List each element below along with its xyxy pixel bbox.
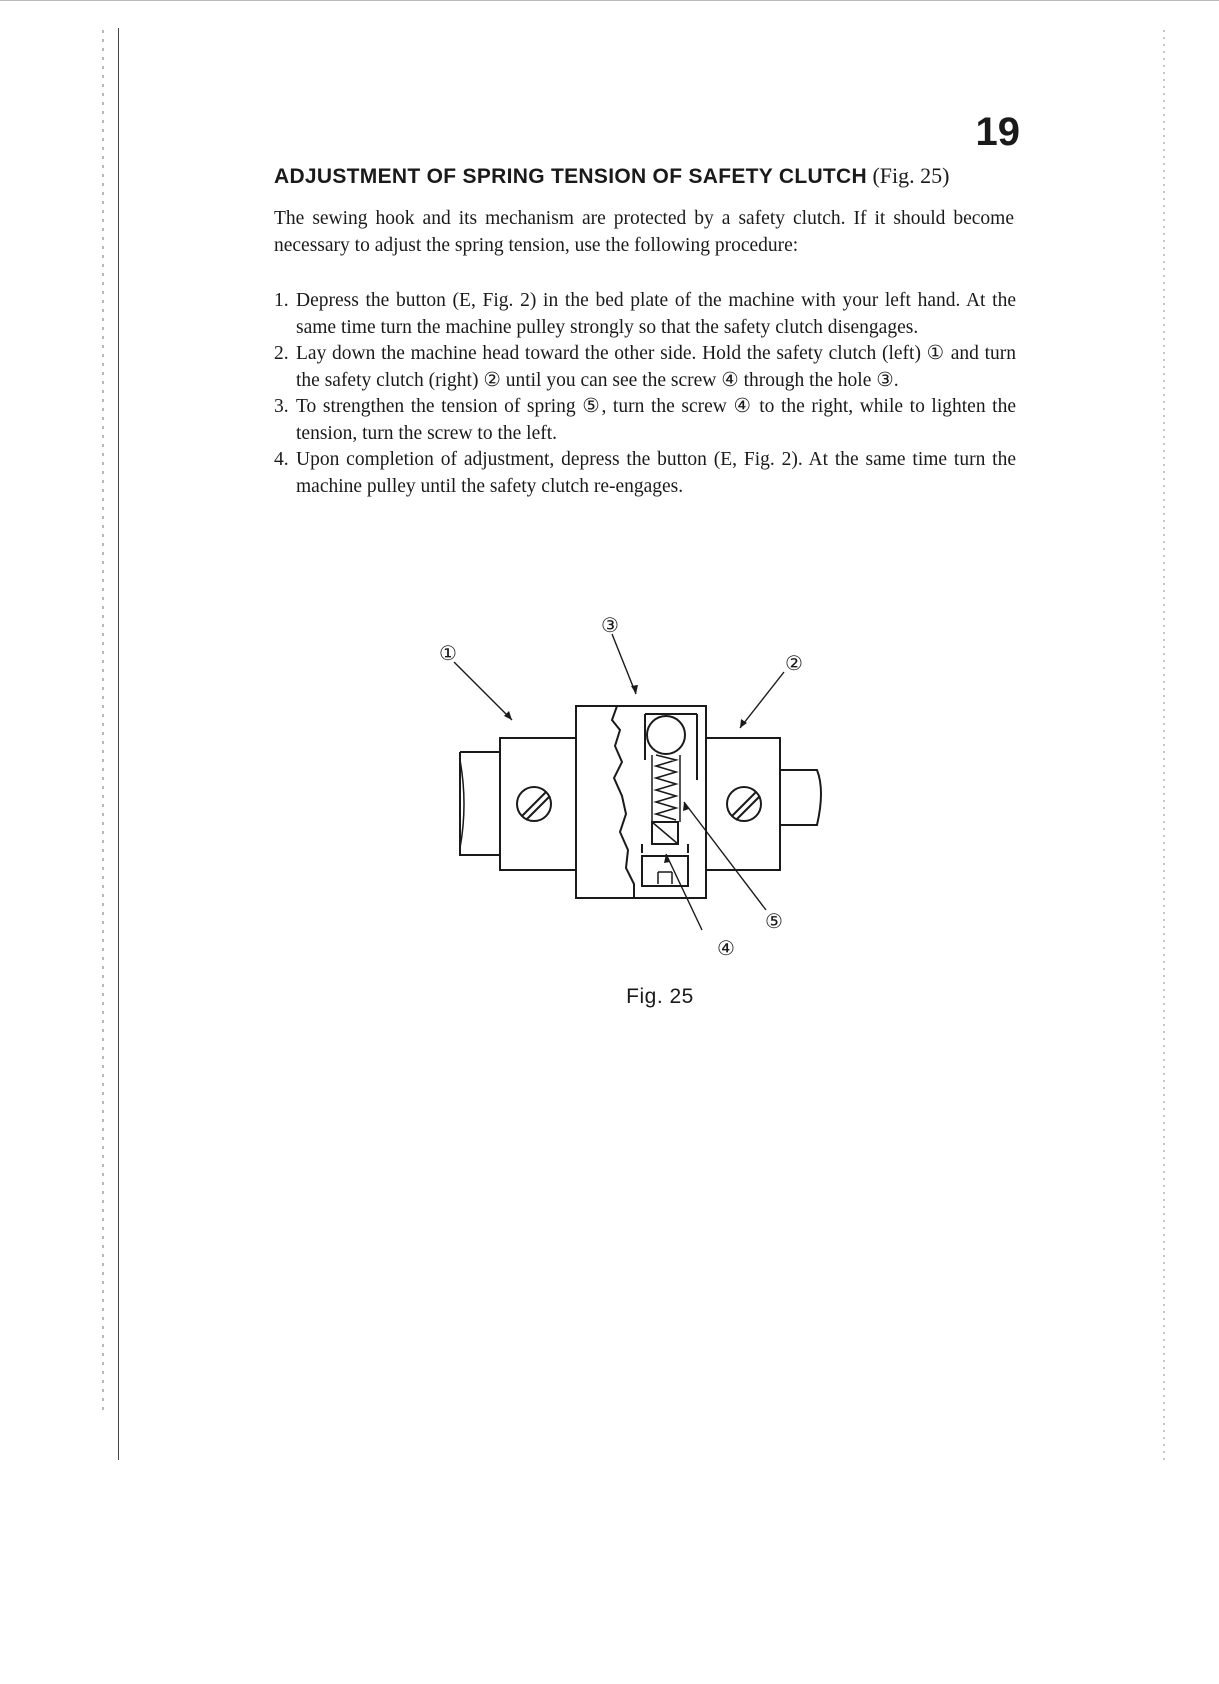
step-text: To strengthen the tension of spring ⑤, turn the screw ④ to the right, while to lighten the tension, turn the screw to the left. <box>296 396 1016 444</box>
callout-5: ⑤ <box>765 909 783 933</box>
leader-3 <box>612 634 636 694</box>
leader-1 <box>454 662 512 720</box>
scan-left-noise <box>102 30 104 1410</box>
step-text: Upon completion of adjustment, depress the button (E, Fig. 2). At the same time turn the machine pulley until the safety clutch re-engages. <box>296 449 1016 497</box>
step-text: Depress the button (E, Fig. 2) in the bed plate of the machine with your left hand. At the same time turn the machine pulley strongly so that the safety clutch disengages. <box>296 290 1016 338</box>
scan-left-edge <box>118 28 119 1460</box>
callout-4: ④ <box>717 936 735 960</box>
section-heading <box>274 160 1014 193</box>
procedure-step <box>274 341 1016 394</box>
leader-2 <box>740 672 784 728</box>
procedure-step <box>274 394 1016 447</box>
intro-paragraph: The sewing hook and its mechanism are protected by a safety clutch. If it should become necessary to adjust the spring tension, use the following procedure: <box>274 208 1014 256</box>
figure-caption: Fig. 25 <box>626 985 694 1008</box>
step-number: 2. <box>274 343 289 364</box>
cutaway-line <box>612 706 634 898</box>
ball-icon <box>647 716 685 754</box>
right-shaft <box>780 770 821 825</box>
spring-icon <box>656 755 676 820</box>
step-number: 4. <box>274 449 289 470</box>
section-heading-title: ADJUSTMENT OF SPRING TENSION OF SAFETY CLUTCH <box>274 165 867 188</box>
procedure-step <box>274 288 1016 341</box>
callout-1: ① <box>439 641 457 665</box>
section-heading-figure-ref: (Fig. 25) <box>872 163 950 188</box>
scan-top-edge <box>0 0 1219 1</box>
step-number: 3. <box>274 396 289 417</box>
leader-4 <box>666 854 702 930</box>
page-number: 19 <box>975 110 1020 154</box>
left-shaft <box>460 752 500 855</box>
left-clutch-block <box>500 738 576 870</box>
procedure-step <box>274 447 1016 500</box>
safety-clutch-diagram <box>430 610 850 970</box>
step-text: Lay down the machine head toward the other side. Hold the safety clutch (left) ① and turn the safety clutch (right) ② until you can see the screw ④ through the hole ③. <box>296 343 1016 391</box>
callout-3: ③ <box>601 613 619 637</box>
step-number: 1. <box>274 290 289 311</box>
callout-2: ② <box>785 651 803 675</box>
scan-right-edge <box>1163 30 1165 1460</box>
procedure-steps <box>274 288 1016 500</box>
